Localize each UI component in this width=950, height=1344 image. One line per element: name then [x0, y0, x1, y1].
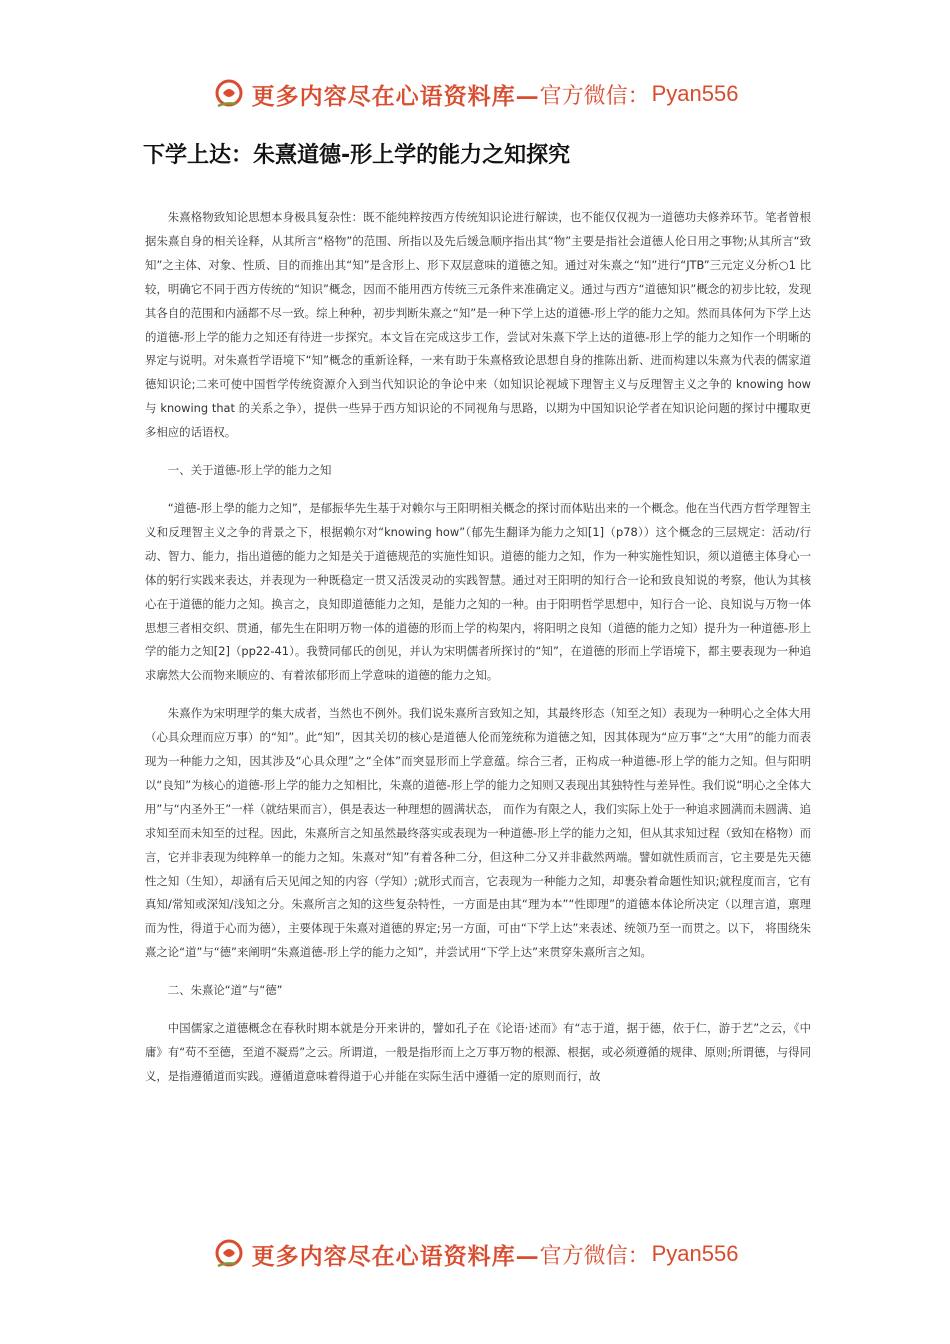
footer-banner: [0, 1236, 950, 1272]
section-heading-2: 二、朱熹论“道”与“德”: [167, 983, 283, 998]
rose-logo-icon: [212, 1236, 248, 1272]
paragraph-section2-a: 中国儒家之道德概念在春秋时期本就是分开来讲的，譬如孔子在《论语·述而》有“志于道，据于德，依于仁，游于艺”之云，《中庸》有“苟不至德，至道不凝焉”之云。所谓道，一般是指形而上之万事万物的根源、根据，或必须遵循的规律、原则;所谓德，与得同义，是指遵循道而实践。遵循道意味着得道于心并能在实际生活中遵循一定的原则而行，故: [145, 1021, 811, 1083]
banner-wechat-id: Pyan556: [651, 1241, 739, 1266]
article-title: 下学上达：朱熹道德-形上学的能力之知探究: [143, 143, 571, 168]
banner-wechat-id: Pyan556: [651, 81, 739, 106]
article-body: [145, 206, 811, 1103]
section-heading-1: 一、关于道德-形上学的能力之知: [167, 463, 332, 478]
banner-wechat-label: 官方微信：: [539, 83, 650, 109]
paragraph-section1-a: “道德-形上學的能力之知”，是郁振华先生基于对赖尔与王阳明相关概念的探讨而体贴出来的一个概念。他在当代西方哲学理智主义和反理智主义之争的背景之下，根据赖尔对“knowing how”（郁先生翻译为能力之知[1]（p78））这个概念的三层规定：活动/行动、智力、能力，指出道德的能力之知是关于道德规范的实施性知识。道德的能力之知，作为一种实施性知识，须以道德主体身心一体的躬行实践来表达，并表现为一种既稳定一贯又活泼灵动的实践智慧。通过对王阳明的知行合一论和致良知说的考察，他认为其核心在于道德的能力之知。换言之，良知即道德能力之知，是能力之知的一种。由于阳明哲学思想中，知行合一论、良知说与万物一体思想三者相交织、贯通，郁先生在阳明万物一体的道德的形而上学的构架内，将阳明之良知（道德的能力之知）提升为一种道德-形上学的能力之知[2]（pp22-41）。我赞同郁氏的创见，并认为宋明儒者所探讨的“知”，在道德的形而上学语境下，都主要表现为一种追求廓然大公而物来顺应的、有着浓郁形而上学意味的道德的能力之知。: [145, 500, 811, 683]
header-banner: [0, 76, 950, 112]
paragraph-intro: 朱熹格物致知论思想本身极具复杂性：既不能纯粹按西方传统知识论进行解读，也不能仅仅视为一道德功夫修养环节。笔者曾根据朱熹自身的相关诠释，从其所言“格物”的范围、所指以及先后缓急顺序指出其“物”主要是指社会道德人伦日用之事物;从其所言“致知”之主体、对象、性质、目的而推出其“知”是含形上、形下双层意味的道德之知。通过对朱熹之“知”进行“JTB”三元定义分析○1 比较，明确它不同于西方传统的“知识”概念，因而不能用西方传统三元条件来准确定义。通过与西方“道德知识”概念的初步比较，发现其各自的范围和内涵都不尽一致。综上种种，初步判断朱熹之“知”是一种下学上达的道德-形上学的能力之知。然而具体何为下学上达的道德-形上学的能力之知还有待进一步探究。本文旨在完成这步工作，尝试对朱熹下学上达的道德-形上学的能力之知作一个明晰的界定与说明。对朱熹哲学语境下“知”概念的重新诠释，一来有助于朱熹格致论思想自身的推陈出新、进而构建以朱熹为代表的儒家道德知识论;二来可使中国哲学传统资源介入到当代知识论的争论中来（如知识论视域下理智主义与反理智主义之争的 knowing how 与 knowing that 的关系之争），提供一些异于西方知识论的不同视角与思路，以期为中国知识论学者在知识论问题的探讨中攫取更多相应的话语权。: [145, 210, 811, 440]
rose-logo-icon: [212, 76, 248, 112]
paragraph-section1-b: 朱熹作为宋明理学的集大成者，当然也不例外。我们说朱熹所言致知之知，其最终形态（知至之知）表现为一种明心之全体大用（心具众理而应万事）的“知”。此“知”，因其关切的核心是道德人伦而笼统称为道德之知，因其体现为“应万事”之“大用”的能力而表现为一种能力之知，因其涉及“心具众理”之“全体”而突显形而上学意蕴。综合三者，正构成一种道德-形上学的能力之知。但与阳明以“良知”为核心的道德-形上学的能力之知相比，朱熹的道德-形上学的能力之知则又表现出其独特性与差异性。我们说“明心之全体大用”与“内圣外王”一样（就结果而言），俱是表达一种理想的圆满状态， 而作为有限之人，我们实际上处于一种追求圆满而未圆满、追求知至而未知至的过程。因此，朱熹所言之知虽然最终落实或表现为一种道德-形上学的能力之知，但从其求知过程（致知在格物）而言，它并非表现为纯粹单一的能力之知。朱熹对“知”有着各种二分，但这种二分又并非截然两端。譬如就性质而言，它主要是先天德性之知（生知），却涵有后天见闻之知的内容（学知）;就形式而言，它表现为一种能力之知，却裹杂着命题性知识;就程度而言，它有真知/常知或深知/浅知之分。朱熹所言之知的这些复杂特性，一方面是由其“理为本”“性即理”的道德本体论所决定（以理言道，禀理而为性，得道于心而为德），主要体现于朱熹对道德的界定;另一方面，可由“下学上达”来表述、统领乃至一而贯之。以下， 将围绕朱熹之论“道”与“德”来阐明“朱熹道德-形上学的能力之知”，并尝试用“下学上达”来贯穿朱熹所言之知。: [145, 706, 811, 960]
banner-wechat-label: 官方微信：: [539, 1243, 650, 1269]
banner-text: 更多内容尽在心语资料库—: [251, 82, 540, 110]
banner-text: 更多内容尽在心语资料库—: [251, 1242, 540, 1270]
